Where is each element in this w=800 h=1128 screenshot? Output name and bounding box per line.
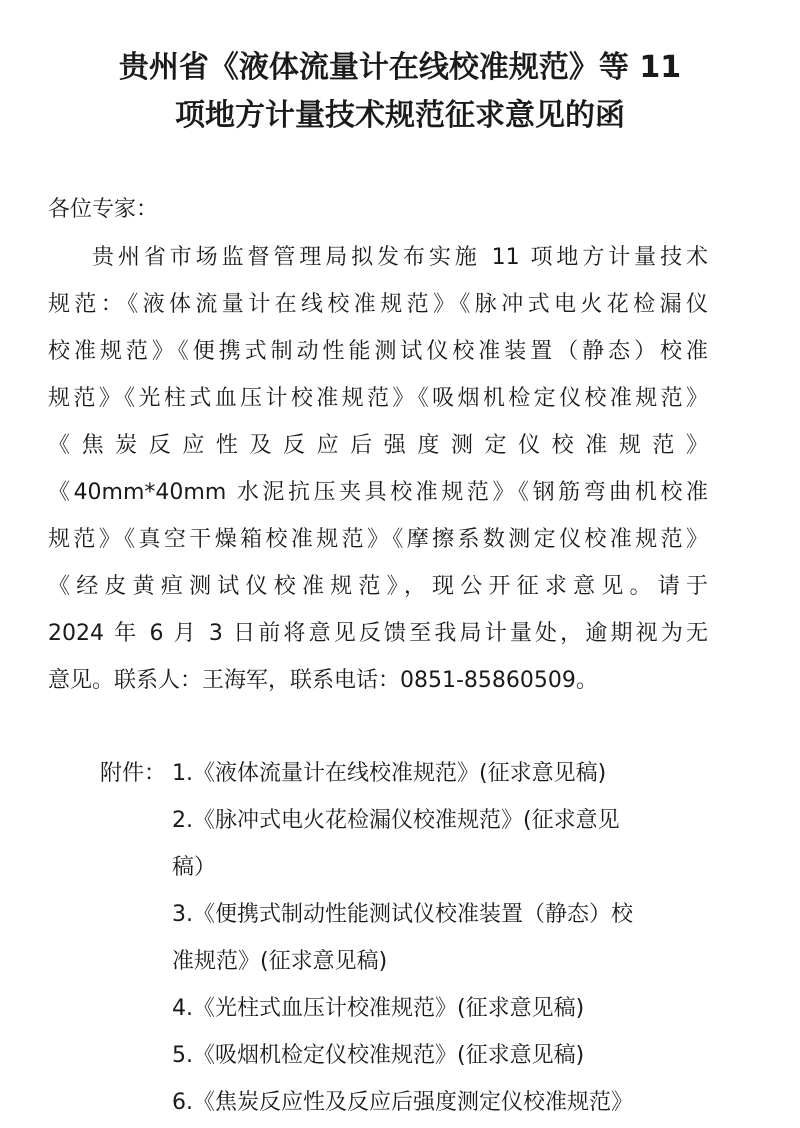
body-line: 意见。联系人：王海军，联系电话：0851-85860509。 [48,668,598,693]
attachment-item-continued: 稿） [172,855,217,880]
attachment-item: 4.《光柱式血压计校准规范》(征求意见稿) [172,996,585,1021]
body-line: 2024 年 6 月 3 日前将意见反馈至我局计量处，逾期视为无 [48,621,708,646]
body-line: 《焦炭反应性及反应后强度测定仪校准规范》 [48,433,708,458]
body-line: 《40mm*40mm 水泥抗压夹具校准规范》《钢筋弯曲机校准 [48,480,708,505]
body-line: 贵州省市场监督管理局拟发布实施 11 项地方计量技术 [92,245,708,270]
attachment-item: 5.《吸烟机检定仪校准规范》(征求意见稿) [172,1043,585,1068]
body-line: 校准规范》《便携式制动性能测试仪校准装置（静态）校准 [48,339,708,364]
body-line: 规范》《真空干燥箱校准规范》《摩擦系数测定仪校准规范》 [48,527,708,552]
document-title-line-1: 贵州省《液体流量计在线校准规范》等 11 [118,50,682,85]
attachment-item: 1.《液体流量计在线校准规范》(征求意见稿) [172,761,607,786]
salutation: 各位专家： [48,197,159,222]
body-line: 规范：《液体流量计在线校准规范》《脉冲式电火花检漏仪 [48,292,708,317]
document-title-line-2: 项地方计量技术规范征求意见的函 [175,98,625,133]
attachment-item: 2.《脉冲式电火花检漏仪校准规范》(征求意见 [172,808,620,833]
attachment-item: 6.《焦炭反应性及反应后强度测定仪校准规范》 [172,1090,633,1115]
attachments-label: 附件： [100,761,167,786]
attachment-item-continued: 准规范》(征求意见稿) [172,949,388,974]
attachment-item: 3.《便携式制动性能测试仪校准装置（静态）校 [172,902,633,927]
body-line: 规范》《光柱式血压计校准规范》《吸烟机检定仪校准规范》 [48,386,708,411]
body-line: 《经皮黄疸测试仪校准规范》，现公开征求意见。请于 [48,574,708,599]
